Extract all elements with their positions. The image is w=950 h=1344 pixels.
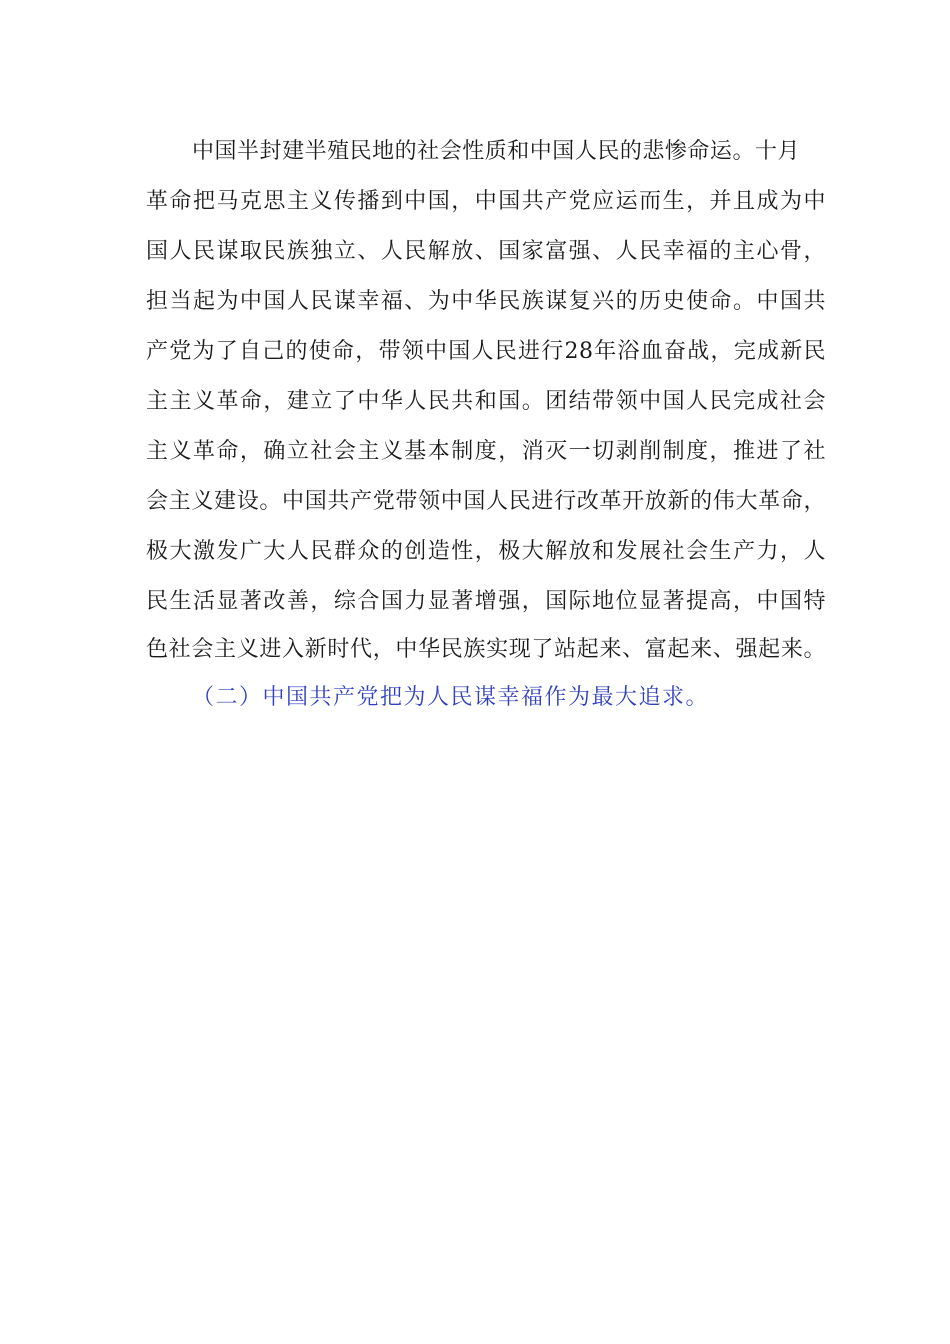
paragraph-line-10: 民生活显著改善，综合国力显著增强，国际地位显著提高，中国特 — [146, 589, 826, 614]
paragraph-line-9: 极大激发广大人民群众的创造性，极大解放和发展社会生产力，人 — [146, 539, 826, 564]
paragraph-line-5: 产党为了自己的使命，带领中国人民进行28年浴血奋战，完成新民 — [146, 339, 826, 364]
paragraph-line-1: 中国半封建半殖民地的社会性质和中国人民的悲惨命运。十月 — [192, 139, 800, 164]
paragraph-line-2: 革命把马克思主义传播到中国，中国共产党应运而生，并且成为中 — [146, 189, 826, 214]
paragraph-line-8: 会主义建设。中国共产党带领中国人民进行改革开放新的伟大革命， — [146, 489, 826, 514]
paragraph-line-7: 主义革命，确立社会主义基本制度，消灭一切剥削制度，推进了社 — [146, 439, 826, 464]
paragraph-line-11: 色社会主义进入新时代，中华民族实现了站起来、富起来、强起来。 — [146, 637, 826, 662]
paragraph-line-3: 国人民谋取民族独立、人民解放、国家富强、人民幸福的主心骨， — [146, 239, 826, 264]
paragraph-line-6: 主主义革命，建立了中华人民共和国。团结带领中国人民完成社会 — [146, 389, 826, 414]
paragraph-line-4: 担当起为中国人民谋幸福、为中华民族谋复兴的历史使命。中国共 — [146, 289, 826, 314]
section-heading: （二）中国共产党把为人民谋幸福作为最大追求。 — [192, 685, 710, 710]
